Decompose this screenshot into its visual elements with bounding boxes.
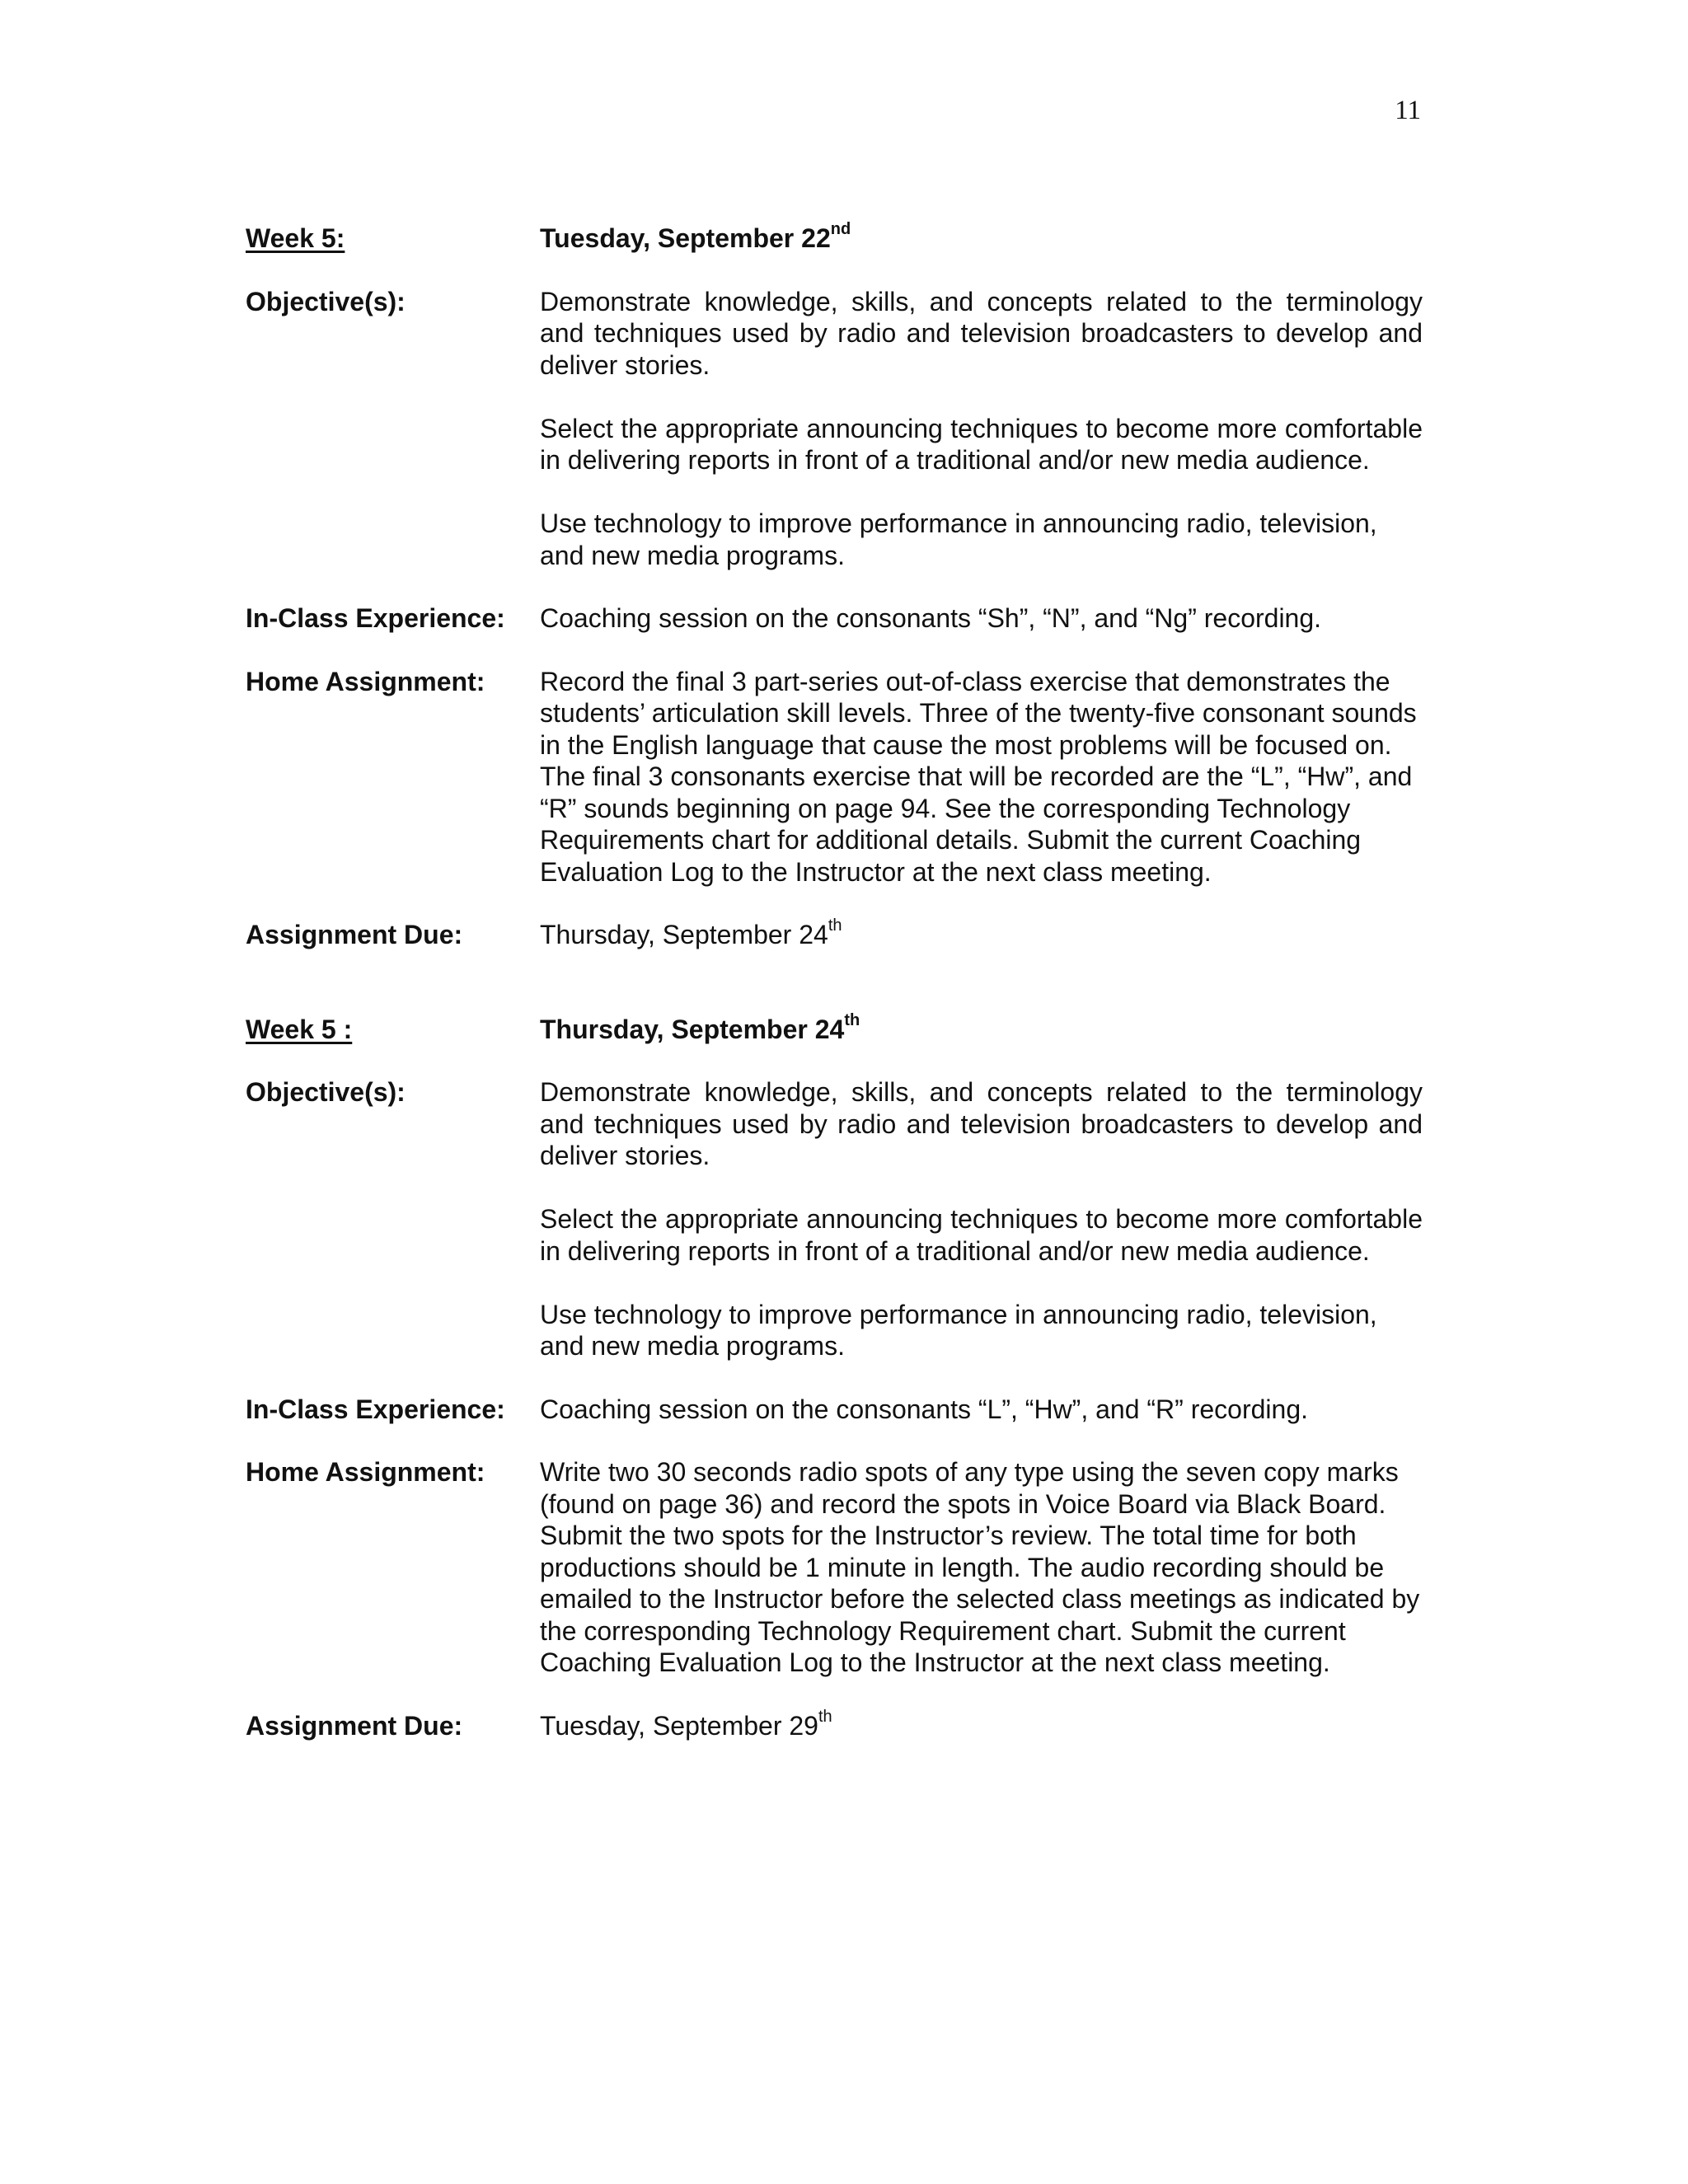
week-label: Week 5 :	[246, 1014, 353, 1044]
home-assignment-text: Record the final 3 part-series out-of-class exercise that demonstrates the students’ articulation skill levels. Three of the twenty-five consonant sounds in the English language that cause the most problems will be focused on. The final 3 consonants exercise that will be recorded are the “L”, “Hw”, and “R” sounds beginning on page 94. See the corresponding Technology Requirements chart for additional details. Submit the current Coaching Evaluation Log to the Instructor at the next class meeting.	[540, 666, 1417, 887]
assignment-due-row	[246, 1707, 1423, 1742]
home-assignment-row	[246, 666, 1423, 888]
assignment-due-text: Tuesday, September 29	[540, 1710, 818, 1741]
in-class-row	[246, 602, 1423, 635]
assignment-due-suffix: th	[818, 1707, 832, 1726]
objectives-label: Objective(s):	[246, 286, 406, 316]
home-assignment-text: Write two 30 seconds radio spots of any type using the seven copy marks (found on page 36) and record the spots in Voice Board via Black Board. Submit the two spots for the Instructor’s review. The total time for both productions should be 1 minute in length. The audio recording should be emailed to the Instructor before the selected class meetings as indicated by the corresponding Technology Requirement chart. Submit the current Coaching Evaluation Log to the Instructor at the next class meeting.	[540, 1457, 1420, 1677]
assignment-due-date	[540, 1707, 1423, 1742]
session-date-suffix: nd	[830, 220, 851, 239]
assignment-due-date	[540, 916, 1423, 951]
objectives-list	[540, 286, 1423, 572]
in-class-row	[246, 1394, 1423, 1426]
objective-item: Select the appropriate announcing techniques to become more comfortable in delivering reports in front of a traditional and/or new media audience.	[540, 1204, 1423, 1266]
week-heading-row	[246, 1010, 1423, 1046]
session-date-text: Tuesday, September 22	[540, 223, 831, 253]
session-date-text: Thursday, September 24	[540, 1014, 845, 1044]
schedule-content	[246, 220, 1423, 1741]
objective-item: Demonstrate knowledge, skills, and concepts related to the terminology and techniques used by radio and television broadcasters to develop and deliver stories.	[540, 286, 1423, 380]
session-week5-tuesday	[246, 220, 1423, 951]
week-label: Week 5:	[246, 223, 345, 253]
home-assignment-label: Home Assignment:	[246, 1457, 485, 1487]
session-date-suffix: th	[844, 1010, 860, 1029]
in-class-label: In-Class Experience:	[246, 603, 505, 633]
objective-item: Select the appropriate announcing techniques to become more comfortable in delivering reports in front of a traditional and/or new media audience.	[540, 413, 1423, 475]
objective-item: Demonstrate knowledge, skills, and concepts related to the terminology and techniques used by radio and television broadcasters to develop and deliver stories.	[540, 1077, 1423, 1170]
session-date	[540, 220, 1423, 255]
objectives-list	[540, 1076, 1423, 1362]
home-assignment-label: Home Assignment:	[246, 666, 485, 696]
objectives-row	[246, 1076, 1423, 1362]
week-heading-row	[246, 220, 1423, 255]
assignment-due-suffix: th	[828, 916, 842, 935]
assignment-due-label: Assignment Due:	[246, 920, 463, 949]
session-week5-thursday	[246, 1010, 1423, 1742]
in-class-text: Coaching session on the consonants “L”, “Hw”, and “R” recording.	[540, 1394, 1308, 1424]
in-class-label: In-Class Experience:	[246, 1394, 505, 1424]
assignment-due-row	[246, 916, 1423, 951]
session-date	[540, 1010, 1423, 1046]
objective-item: Use technology to improve performance in announcing radio, television, and new media programs.	[540, 1299, 1377, 1361]
objectives-label: Objective(s):	[246, 1077, 406, 1107]
objectives-row	[246, 286, 1423, 572]
objective-item: Use technology to improve performance in announcing radio, television, and new media programs.	[540, 509, 1377, 570]
page-number: 11	[1395, 96, 1421, 125]
assignment-due-text: Thursday, September 24	[540, 920, 828, 949]
in-class-text: Coaching session on the consonants “Sh”, “N”, and “Ng” recording.	[540, 603, 1322, 633]
assignment-due-label: Assignment Due:	[246, 1710, 463, 1741]
home-assignment-row	[246, 1456, 1423, 1679]
